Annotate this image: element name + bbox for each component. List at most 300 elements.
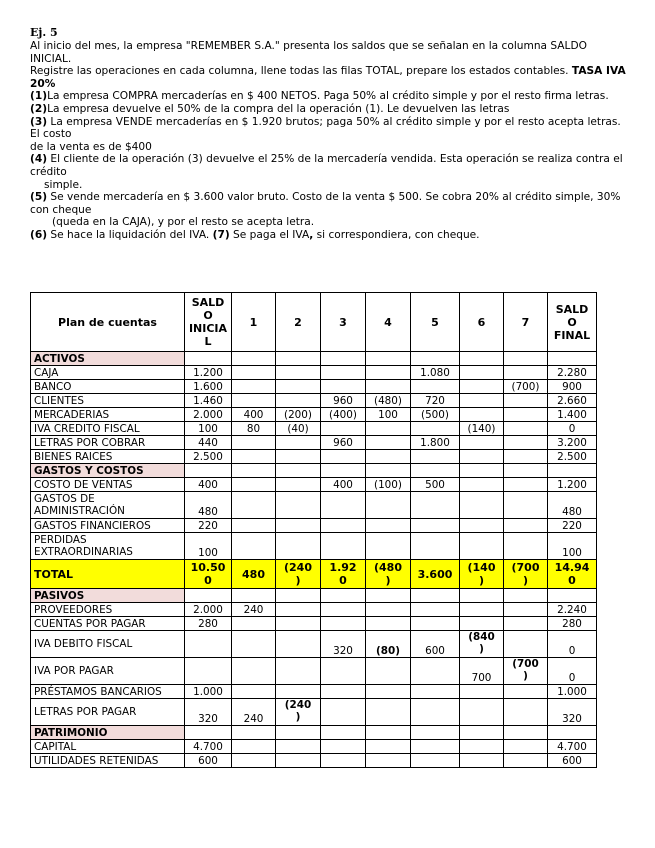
empty-cell [366,464,411,478]
statement-text: El cliente de la operación (3) devuelve el 25% de la mercadería vendida. Esta operación se realiza contra el crédito [30,153,623,178]
value-cell [504,631,548,658]
value-cell [460,685,504,699]
value-cell [321,380,366,394]
header-column: 5 [411,293,460,352]
value-cell [411,754,460,768]
table-row [31,754,597,768]
empty-cell [321,589,366,603]
value-cell: 700 [460,658,504,685]
value-cell [460,366,504,380]
header-column: SALD O FINAL [548,293,597,352]
value-cell [460,436,504,450]
value-cell: (700 ) [504,658,548,685]
table-row [31,450,597,464]
value-cell: 1.200 [185,366,232,380]
table-header [31,293,597,352]
account-label: LETRAS POR COBRAR [31,436,185,450]
header-plan-de-cuentas: Plan de cuentas [31,293,185,352]
value-cell [321,740,366,754]
value-cell: 900 [548,380,597,394]
account-label: CAPITAL [31,740,185,754]
empty-cell [460,589,504,603]
value-cell [276,603,321,617]
account-label: BANCO [31,380,185,394]
statement-bold-text: (5) [30,191,48,204]
empty-cell [276,589,321,603]
header-column: 3 [321,293,366,352]
value-cell [366,533,411,560]
statement-text: (queda en la CAJA), y por el resto se acepta letra. [52,216,315,229]
value-cell: (840 ) [460,631,504,658]
value-cell: 0 [548,422,597,436]
statement-text: simple. [44,178,83,191]
statement-bold-text: (4) [30,153,48,166]
value-cell: 1.200 [548,478,597,492]
empty-cell [232,726,276,740]
empty-cell [411,726,460,740]
table-row [31,603,597,617]
value-cell: (240 ) [276,560,321,589]
value-cell [366,492,411,519]
section-row [31,726,597,740]
table-row [31,478,597,492]
value-cell: 320 [548,699,597,726]
value-cell [411,422,460,436]
value-cell: 2.500 [548,450,597,464]
table-row [31,492,597,519]
table-row [31,436,597,450]
value-cell: 2.000 [185,408,232,422]
value-cell: (500) [411,408,460,422]
table-row [31,699,597,726]
value-cell [504,603,548,617]
table-row [31,519,597,533]
value-cell: 1.92 0 [321,560,366,589]
empty-cell [321,352,366,366]
table-row [31,617,597,631]
section-row [31,464,597,478]
value-cell: 400 [185,478,232,492]
empty-cell [321,726,366,740]
value-cell [460,408,504,422]
value-cell: (400) [321,408,366,422]
value-cell [460,754,504,768]
statement-line [30,141,630,154]
value-cell: 100 [185,533,232,560]
value-cell [321,603,366,617]
empty-cell [548,589,597,603]
value-cell: 3.600 [411,560,460,589]
empty-cell [460,464,504,478]
account-label: PRÉSTAMOS BANCARIOS [31,685,185,699]
value-cell [321,422,366,436]
value-cell [321,658,366,685]
value-cell: 0 [548,658,597,685]
table-row [31,533,597,560]
account-label: LETRAS POR PAGAR [31,699,185,726]
value-cell [504,533,548,560]
exercise-text [30,40,630,242]
account-label: IVA CREDITO FISCAL [31,422,185,436]
value-cell: (100) [366,478,411,492]
value-cell [411,450,460,464]
statement-text: La empresa COMPRA mercaderías en $ 400 NETOS. Paga 50% al crédito simple y por el resto firma letras. [47,90,609,103]
empty-cell [276,726,321,740]
empty-cell [504,464,548,478]
value-cell [321,617,366,631]
account-label: IVA POR PAGAR [31,658,185,685]
value-cell [504,478,548,492]
statement-bold-text: (3) [30,115,48,128]
value-cell [366,366,411,380]
value-cell: (240 ) [276,699,321,726]
statement-text: Se hace la liquidación del IVA. [47,228,213,241]
value-cell [276,533,321,560]
value-cell [504,436,548,450]
value-cell: (140) [460,422,504,436]
section-label: PASIVOS [31,589,185,603]
value-cell [276,754,321,768]
value-cell: 320 [321,631,366,658]
value-cell: 0 [548,631,597,658]
value-cell [411,740,460,754]
empty-cell [460,352,504,366]
value-cell [321,366,366,380]
value-cell [460,478,504,492]
table-row [31,380,597,394]
value-cell: 100 [185,422,232,436]
value-cell [504,394,548,408]
value-cell [232,754,276,768]
value-cell [232,380,276,394]
empty-cell [321,464,366,478]
value-cell [276,380,321,394]
table-row [31,394,597,408]
statement-bold-text: (1) [30,90,48,103]
header-column: 7 [504,293,548,352]
header-column: 4 [366,293,411,352]
empty-cell [366,589,411,603]
account-label: BIENES RAICES [31,450,185,464]
table-row [31,422,597,436]
value-cell [460,450,504,464]
value-cell [504,492,548,519]
value-cell: 2.500 [185,450,232,464]
value-cell [366,685,411,699]
value-cell [504,685,548,699]
statement-line [30,116,630,141]
value-cell: 1.000 [185,685,232,699]
statement-bold-text: (6) [30,228,48,241]
value-cell: 1.080 [411,366,460,380]
value-cell [504,699,548,726]
empty-cell [232,352,276,366]
statement-line [30,229,630,242]
value-cell: 400 [232,408,276,422]
statement-line [30,191,630,216]
value-cell [411,685,460,699]
statement-text: Al inicio del mes, la empresa "REMEMBER S.A." presenta los saldos que se señalan en la columna SALDO INICIAL. [30,40,587,65]
value-cell [411,519,460,533]
value-cell [366,699,411,726]
value-cell [276,631,321,658]
empty-cell [232,464,276,478]
account-label: GASTOS FINANCIEROS [31,519,185,533]
value-cell [366,380,411,394]
value-cell [321,450,366,464]
empty-cell [232,589,276,603]
empty-cell [548,352,597,366]
value-cell [232,617,276,631]
statement-bold-text: TASA IVA 20% [30,65,626,90]
value-cell: (700) [504,380,548,394]
value-cell [504,617,548,631]
total-row [31,560,597,589]
header-column: 2 [276,293,321,352]
statement-text: si correspondiera, con cheque. [313,228,480,241]
value-cell [232,685,276,699]
table-row [31,408,597,422]
value-cell [460,740,504,754]
statement-text: Se paga el IVA [229,228,310,241]
empty-cell [185,352,232,366]
value-cell: 4.700 [185,740,232,754]
value-cell [276,366,321,380]
empty-cell [411,589,460,603]
value-cell [232,492,276,519]
value-cell: 440 [185,436,232,450]
account-label: GASTOS DE ADMINISTRACIÓN [31,492,185,519]
value-cell [504,450,548,464]
accounts-table [30,292,597,768]
value-cell [276,492,321,519]
value-cell: 480 [232,560,276,589]
value-cell [460,394,504,408]
empty-cell [504,726,548,740]
empty-cell [185,589,232,603]
statement-line [30,153,630,178]
value-cell [366,617,411,631]
value-cell [411,492,460,519]
value-cell [321,685,366,699]
value-cell: 10.50 0 [185,560,232,589]
value-cell [366,422,411,436]
exercise-statement [30,26,630,242]
value-cell: 2.280 [548,366,597,380]
header-column: 1 [232,293,276,352]
value-cell: 960 [321,394,366,408]
value-cell [504,408,548,422]
statement-text: de la venta es de $400 [30,140,152,153]
empty-cell [185,726,232,740]
value-cell [321,519,366,533]
value-cell [460,533,504,560]
empty-cell [504,352,548,366]
value-cell [411,617,460,631]
table-row [31,631,597,658]
value-cell: (480) [366,394,411,408]
value-cell [276,519,321,533]
empty-cell [276,464,321,478]
statement-bold-text: , [309,228,314,241]
section-label: PATRIMONIO [31,726,185,740]
value-cell [276,450,321,464]
value-cell: 1.600 [185,380,232,394]
value-cell [460,617,504,631]
value-cell: 1.400 [548,408,597,422]
value-cell: 100 [366,408,411,422]
value-cell: 400 [321,478,366,492]
value-cell: (40) [276,422,321,436]
value-cell: (200) [276,408,321,422]
table-row [31,740,597,754]
statement-line [30,40,630,65]
value-cell: 280 [548,617,597,631]
value-cell [232,366,276,380]
empty-cell [366,726,411,740]
empty-cell [366,352,411,366]
value-cell: 960 [321,436,366,450]
value-cell: 480 [185,492,232,519]
value-cell [504,754,548,768]
value-cell [232,658,276,685]
value-cell [460,492,504,519]
value-cell: 4.700 [548,740,597,754]
value-cell [232,478,276,492]
value-cell: (80) [366,631,411,658]
value-cell [321,492,366,519]
value-cell [232,436,276,450]
header-column: 6 [460,293,504,352]
statement-bold-text: (7) [212,228,230,241]
empty-cell [548,464,597,478]
value-cell [276,685,321,699]
value-cell [185,631,232,658]
value-cell [366,603,411,617]
empty-cell [411,352,460,366]
account-label: UTILIDADES RETENIDAS [31,754,185,768]
value-cell [504,366,548,380]
value-cell: 3.200 [548,436,597,450]
value-cell [276,394,321,408]
header-column: SALD O INICIA L [185,293,232,352]
value-cell [460,380,504,394]
account-label: PERDIDAS EXTRAORDINARIAS [31,533,185,560]
value-cell [411,658,460,685]
statement-line [30,179,630,192]
value-cell [366,436,411,450]
value-cell [321,754,366,768]
value-cell: 2.660 [548,394,597,408]
statement-line [30,216,630,229]
value-cell [411,533,460,560]
value-cell: (700 ) [504,560,548,589]
statement-line [30,103,630,116]
value-cell: 100 [548,533,597,560]
value-cell [366,740,411,754]
account-label: TOTAL [31,560,185,589]
value-cell: 80 [232,422,276,436]
value-cell: 600 [185,754,232,768]
value-cell: 1.460 [185,394,232,408]
empty-cell [460,726,504,740]
value-cell [366,519,411,533]
value-cell [411,603,460,617]
value-cell [321,533,366,560]
value-cell: 600 [548,754,597,768]
empty-cell [411,464,460,478]
account-label: CLIENTES [31,394,185,408]
value-cell [460,699,504,726]
value-cell [411,380,460,394]
value-cell: 240 [232,603,276,617]
value-cell [232,394,276,408]
statement-line [30,90,630,103]
statement-text: Se vende mercadería en $ 3.600 valor bruto. Costo de la venta $ 500. Se cobra 20% al crédito simple, 30% con cheque [30,191,621,216]
value-cell: 220 [548,519,597,533]
value-cell: (480 ) [366,560,411,589]
value-cell: 220 [185,519,232,533]
section-row [31,352,597,366]
value-cell [276,436,321,450]
value-cell [460,603,504,617]
account-label: PROVEEDORES [31,603,185,617]
value-cell [460,519,504,533]
statement-text: La empresa VENDE mercaderías en $ 1.920 brutos; paga 50% al crédito simple y por el resto acepta letras. El costo [30,115,621,141]
value-cell: 2.240 [548,603,597,617]
value-cell: 2.000 [185,603,232,617]
value-cell [276,478,321,492]
statement-bold-text: (2) [30,102,48,115]
table-row [31,658,597,685]
account-label: CAJA [31,366,185,380]
value-cell [366,450,411,464]
value-cell: 240 [232,699,276,726]
value-cell [232,631,276,658]
value-cell [504,422,548,436]
value-cell: 14.94 0 [548,560,597,589]
account-label: IVA DEBITO FISCAL [31,631,185,658]
value-cell: 480 [548,492,597,519]
value-cell [232,450,276,464]
account-label: COSTO DE VENTAS [31,478,185,492]
account-label: MERCADERIAS [31,408,185,422]
statement-text: La empresa devuelve el 50% de la compra del la operación (1). Le devuelven las letras [47,102,510,115]
value-cell [411,699,460,726]
value-cell [276,617,321,631]
value-cell [366,754,411,768]
value-cell [232,740,276,754]
exercise-title: Ej. 5 [30,26,58,39]
value-cell [321,699,366,726]
value-cell [276,658,321,685]
empty-cell [185,464,232,478]
statement-line [30,65,630,90]
table-row [31,685,597,699]
value-cell: (140 ) [460,560,504,589]
value-cell [366,658,411,685]
section-row [31,589,597,603]
value-cell: 600 [411,631,460,658]
statement-text: Registre las operaciones en cada columna, llene todas las filas TOTAL, prepare los estados contables. [30,65,572,78]
value-cell: 280 [185,617,232,631]
value-cell: 500 [411,478,460,492]
value-cell [276,740,321,754]
value-cell [232,533,276,560]
table-row [31,366,597,380]
section-label: ACTIVOS [31,352,185,366]
empty-cell [276,352,321,366]
